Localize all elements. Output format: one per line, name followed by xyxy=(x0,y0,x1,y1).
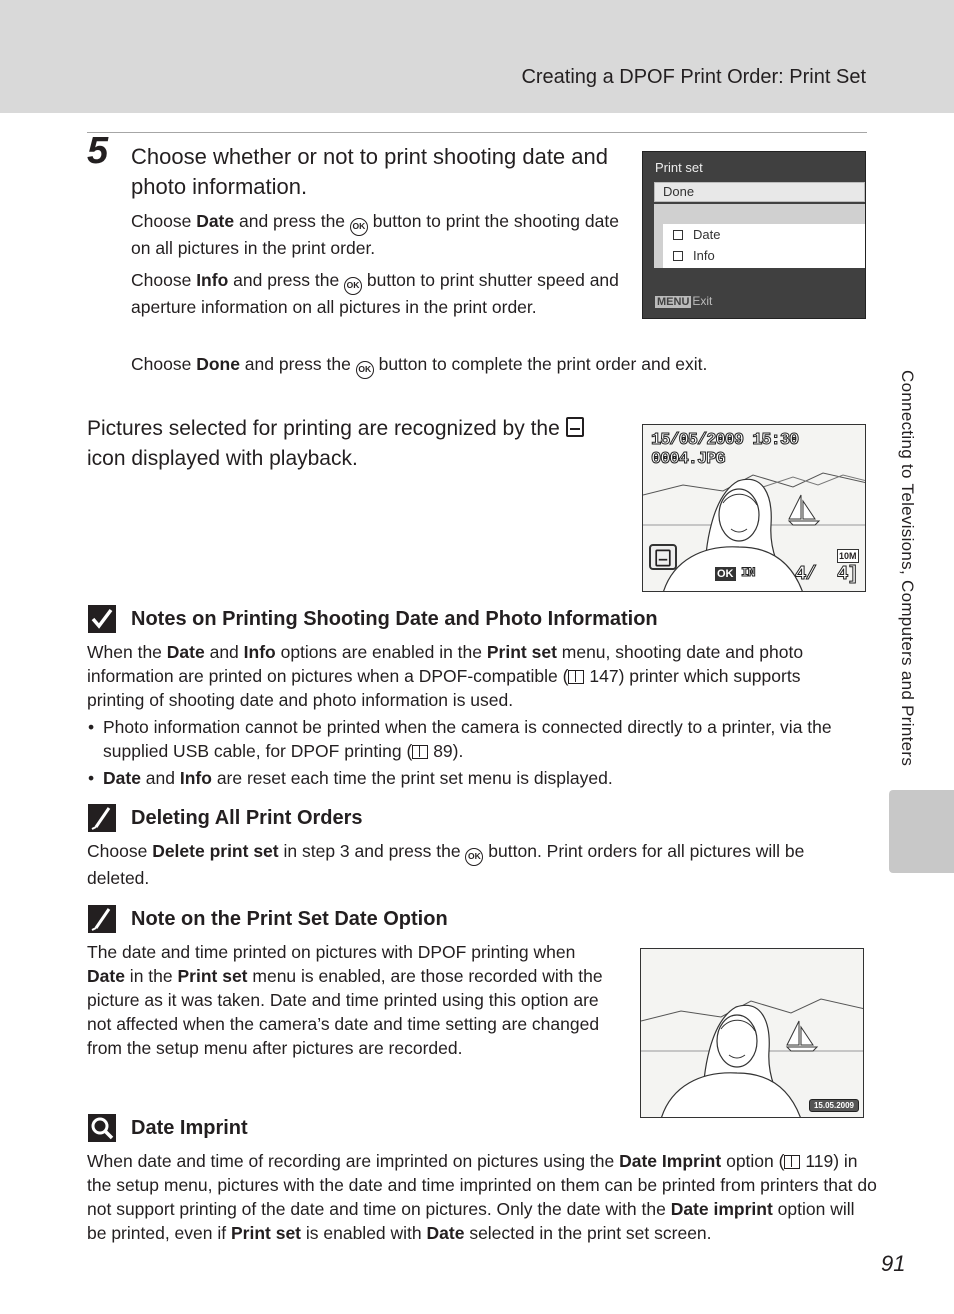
pencil-note-icon xyxy=(87,904,117,934)
book-reference-icon xyxy=(784,1155,800,1169)
note-deleting-heading: Deleting All Print Orders xyxy=(87,803,363,833)
note-date-imprint-heading: Date Imprint xyxy=(87,1113,248,1143)
info-option: Info xyxy=(673,248,715,263)
checkbox-icon xyxy=(673,230,683,240)
note-date-option-body: The date and time printed on pictures with DPOF printing when Date in the Print set menu is enabled, are those recorded with the picture as it was taken. Date and time printed using this option are not affected when the camera’s date and time setting are changed from the setup menu after pictures are recorded. xyxy=(87,942,603,1058)
magnifier-tip-icon xyxy=(87,1113,117,1143)
printed-photo-with-date xyxy=(640,948,864,1118)
note-date-imprint-body: When date and time of recording are imprinted on pictures using the Date Imprint option ( 119) in the setup menu, pictures with the date and time imprinted on them can be printed from printers that do not support printing of the date and time on pictures. Only the date with the Date imprint option will be printed, even if Print set is enabled with Date selected in the print set screen. xyxy=(87,1151,877,1243)
playback-screen xyxy=(642,424,866,592)
note-printing-bullet-2: • Date and Info are reset each time the print set menu is displayed. xyxy=(87,766,867,790)
osd-in-memory: IN xyxy=(741,565,755,580)
book-reference-icon xyxy=(412,745,428,759)
divider xyxy=(87,132,867,133)
book-reference-icon xyxy=(568,670,584,684)
osd-filename: 0004.JPG xyxy=(651,450,725,469)
ok-button-icon: OK xyxy=(350,218,368,236)
chapter-tab xyxy=(889,790,954,873)
step-paragraph-done: Choose Done and press the OK button to complete the print order and exit. xyxy=(131,352,821,379)
options-list xyxy=(663,224,865,268)
done-option: Done xyxy=(654,182,865,202)
printer-icon xyxy=(566,417,584,437)
note-printing-heading: Notes on Printing Shooting Date and Photo Information xyxy=(87,604,658,634)
ok-badge-icon: OK xyxy=(717,568,734,580)
printed-photo-illustration xyxy=(641,949,864,1118)
step-number: 5 xyxy=(87,130,109,172)
note-deleting-body: Choose Delete print set in step 3 and press the OK button. Print orders for all pictures will be deleted. xyxy=(87,841,805,888)
step-paragraph-info: Choose Info and press the OK button to print shutter speed and aperture information on all pictures in the print order. xyxy=(131,270,619,317)
note-date-option-heading: Note on the Print Set Date Option xyxy=(87,904,448,934)
ok-button-icon: OK xyxy=(344,277,362,295)
exit-hint: MENU Exit xyxy=(657,294,713,308)
print-set-screen xyxy=(642,151,866,319)
print-set-title: Print set xyxy=(655,160,703,175)
note-printing-bullet-1: • Photo information cannot be printed when the camera is connected directly to a printer, via the supplied USB cable, for DPOF printing ( 89). xyxy=(87,715,867,763)
step-title: Choose whether or not to print shooting date and photo information. xyxy=(131,144,608,199)
osd-counter: 4/ xyxy=(795,563,816,585)
header-band xyxy=(0,0,954,113)
checkbox-icon xyxy=(673,251,683,261)
image-size-icon: 10M xyxy=(839,551,857,561)
page-number: 91 xyxy=(881,1251,906,1276)
menu-button-icon: MENU xyxy=(657,296,690,308)
step-paragraph-date: Choose Date and press the OK button to print the shooting date on all pictures in the print order. xyxy=(131,211,619,258)
note-printing-body: When the Date and Info options are enabled in the Print set menu, shooting date and photo information are printed on pictures when a DPOF-compatible ( 147) printer which supports printing of shooting date and photo information is used. xyxy=(87,642,804,710)
chapter-side-label: Connecting to Televisions, Computers and Printers xyxy=(898,370,917,767)
date-stamp: 15.05.2009 xyxy=(809,1099,859,1112)
page-header-title: Creating a DPOF Print Order: Print Set xyxy=(521,66,866,88)
date-option: Date xyxy=(673,227,720,242)
intro-text: Pictures selected for printing are recognized by the icon displayed with playback. xyxy=(87,414,617,474)
checkmark-icon xyxy=(87,604,117,634)
osd-datetime: 15/05/2009 15:30 xyxy=(651,431,799,450)
printer-icon xyxy=(655,550,670,567)
pencil-note-icon xyxy=(87,803,117,833)
ok-button-icon: OK xyxy=(356,361,374,379)
ok-button-icon: OK xyxy=(465,848,483,866)
print-order-icon xyxy=(649,544,677,570)
osd-total: 4] xyxy=(837,563,858,585)
